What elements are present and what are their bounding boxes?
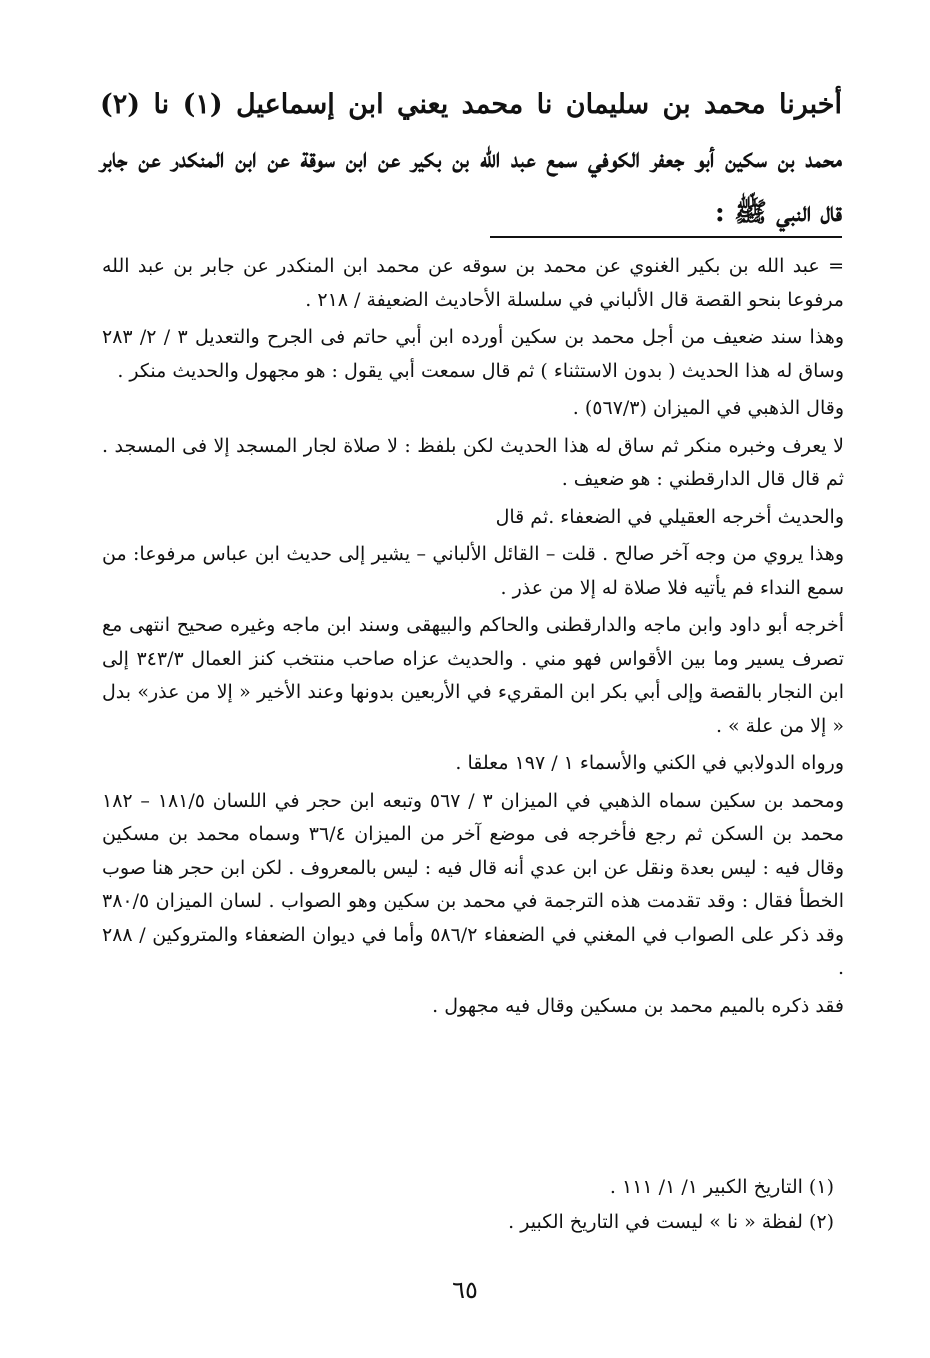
note-paragraph: لا يعرف وخبره منكر ثم ساق له هذا الحديث لكن بلفظ : لا صلاة لجار المسجد إلا فى المسجد . ثم قال قال الدارقطني : هو ضعيف . xyxy=(102,434,844,490)
note-paragraph: والحديث أخرجه العقيلي في الضعفاء .ثم قال xyxy=(495,505,844,528)
commentary-notes xyxy=(102,250,844,1023)
note-paragraph: ومحمد بن سكين سماه الذهبي في الميزان ٣ / ٥٦٧ وتبعه ابن حجر في اللسان ١٨١/٥ – ١٨٢ محمد بن السكن ثم رجع فأخرجه فى موضع آخر من الميزان ٣٦/٤ وسماه محمد بن مسكين وقال فيه : ليس بعدة ونقل عن ابن عدي أنه قال فيه : ليس بالمعروف . لكن ابن حجر هنا صوب الخطأ فقال : وقد تقدمت هذه الترجمة في محمد بن سكين وهو الصواب . لسان الميزان ٣٨٠/٥ وقد ذكر على الصواب في المغني في الضعفاء ٥٨٦/٢ وأما في ديوان الضعفاء والمتروكين / ٢٨٨ . xyxy=(102,789,844,979)
note-paragraph: وهذا سند ضعيف من أجل محمد بن سكين أورده ابن أبي حاتم فى الجرح والتعديل ٣ / ٢/ ٢٨٣ وساق له هذا الحديث ( بدون الاستثناء ) ثم قال سمعت أبي يقول : هو مجهول والحديث منكر . xyxy=(102,326,844,382)
note-paragraph: = عبد الله بن بكير الغنوي عن محمد بن سوقه عن محمد ابن المنكدر عن جابر بن عبد الله مرفوعا بنحو القصة قال الألباني في سلسلة الأحاديث الضعيفة / ٢١٨ . xyxy=(102,255,844,311)
footnote-separator-line xyxy=(490,236,842,238)
page-number: ٦٥ xyxy=(452,1276,478,1304)
note-paragraph: وهذا يروي من وجه آخر صالح . قلت – القائل الألباني – يشير إلى حديث ابن عباس مرفوعا: من سمع النداء فم يأتيه فلا صلاة له إلا من عذر . xyxy=(102,543,844,599)
note-paragraph: فقد ذكره بالميم محمد بن مسكين وقال فيه مجهول . xyxy=(432,994,844,1017)
note-paragraph: وقال الذهبي في الميزان (٥٦٧/٣) . xyxy=(572,397,844,419)
footnote-2: (٢) لفظة « نا » ليست في التاريخ الكبير . xyxy=(508,1211,834,1233)
note-paragraph: ورواه الدولابي في الكني والأسماء ١ / ١٩٧ معلقا . xyxy=(455,752,844,774)
footnote-1: (١) التاريخ الكبير ١/ ١/ ١١١ . xyxy=(609,1176,834,1198)
hadith-chain-text: أخبرنا محمد بن سليمان نا محمد يعني ابن إسماعيل (١) نا (٢) محمد بن سكين أبو جعفر الكوفي سمع عبد الله بن بكير عن ابن سوقة عن ابن المنكدر عن جابر قال النبي ﷺ : xyxy=(100,89,843,228)
footnotes xyxy=(104,1170,834,1240)
note-paragraph: أخرجه أبو داود وابن ماجه والدارقطنى والحاكم والبيهقى وسند ابن ماجه وغيره صحيح انتهى مع تصرف يسير وما بين الأقواس فهو مني . والحديث عزاه صاحب منتخب كنز العمال ٣٤٣/٣ إلى ابن النجار بالقصة وإلى أبي بكر ابن المقريء في الأربعين بدونها وعند الأخير « إلا من عذر» بدل « إلا من علة » . xyxy=(102,614,844,737)
